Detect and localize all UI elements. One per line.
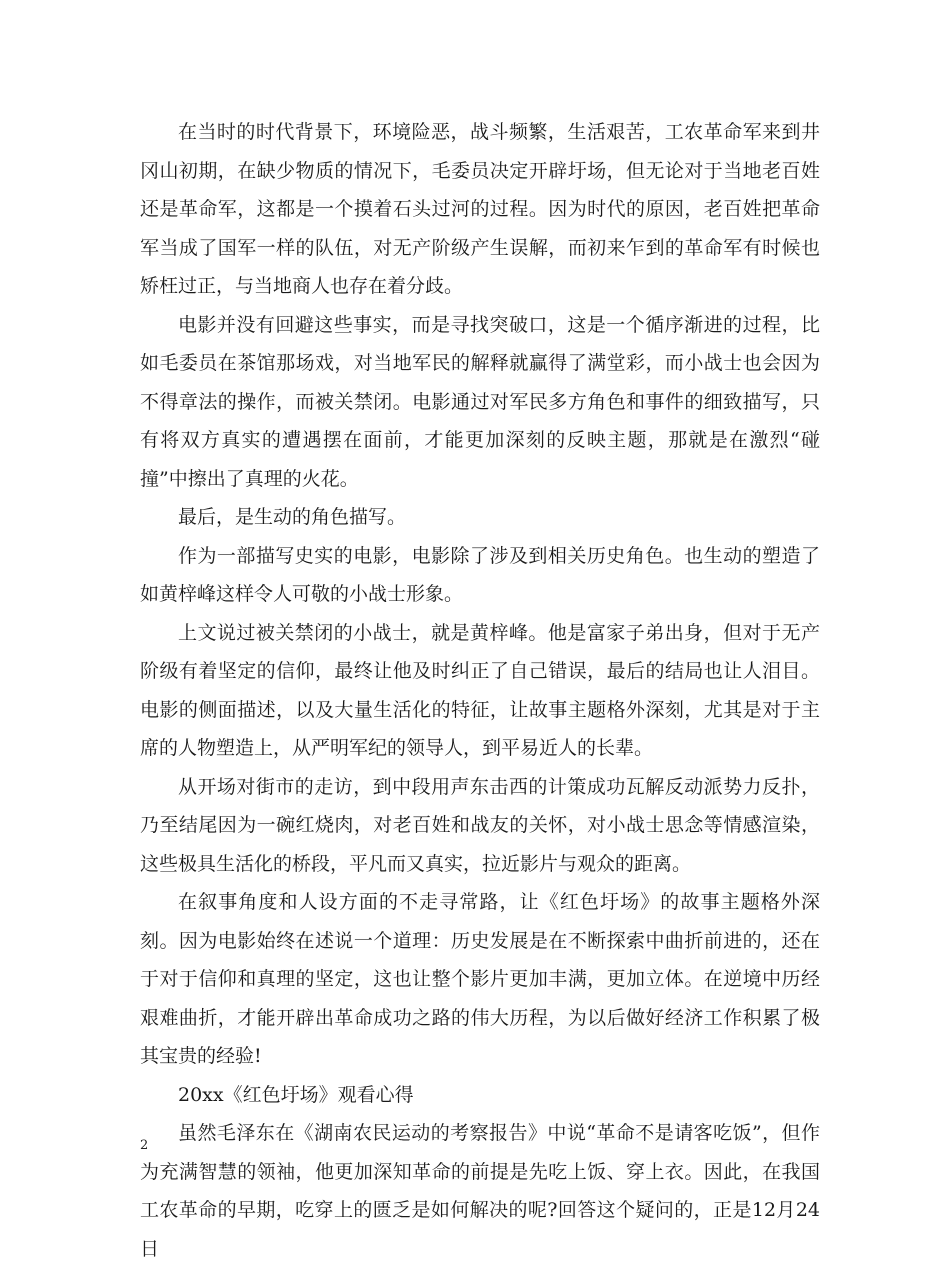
section-heading: 20xx《红色圩场》观看心得 (178, 1083, 414, 1106)
paragraph: 在当时的时代背景下，环境险恶，战斗频繁，生活艰苦，工农革命军来到井冈山初期，在缺少物质的情况下，毛委员决定开辟圩场，但无论对于当地老百姓还是革命军，这都是一个摸着石头过河的过程。因为时代的原因，老百姓把革命军当成了国军一样的队伍，对无产阶级产生误解，而初来乍到的革命军有时候也矫枉过正，与当地商人也存在着分歧。 (140, 121, 820, 297)
paragraph: 虽然毛泽东在《湖南农民运动的考察报告》中说“革命不是请客吃饭”，但作为充满智慧的领袖，他更加深知革命的前提是先吃上饭、穿上衣。因此，在我国工农革命的早期，吃穿上的匮乏是如何解决的呢?回答这个疑问的，正是12月24日 (140, 1122, 820, 1260)
paragraph: 上文说过被关禁闭的小战士，就是黄梓峰。他是富家子弟出身，但对于无产阶级有着坚定的信仰，最终让他及时纠正了自己错误，最后的结局也让人泪目。电影的侧面描述，以及大量生活化的特征，让故事主题格外深刻，尤其是对于主席的人物塑造上，从严明军纪的领导人，到平易近人的长辈。 (140, 621, 820, 759)
document-body (140, 113, 820, 1268)
page-number: 2 (140, 1138, 149, 1153)
paragraph: 在叙事角度和人设方面的不走寻常路，让《红色圩场》的故事主题格外深刻。因为电影始终在述说一个道理：历史发展是在不断探索中曲折前进的，还在于对于信仰和真理的坚定，这也让整个影片更加丰满，更加立体。在逆境中历经艰难曲折，才能开辟出革命成功之路的伟大历程，为以后做好经济工作积累了极其宝贵的经验! (140, 891, 820, 1067)
paragraph: 电影并没有回避这些事实，而是寻找突破口，这是一个循序渐进的过程，比如毛委员在茶馆那场戏，对当地军民的解释就赢得了满堂彩，而小战士也会因为不得章法的操作，而被关禁闭。电影通过对军民多方角色和事件的细致描写，只有将双方真实的遭遇摆在面前，才能更加深刻的反映主题，那就是在激烈“碰撞”中擦出了真理的火花。 (140, 313, 820, 490)
paragraph: 从开场对街市的走访，到中段用声东击西的计策成功瓦解反动派势力反扑，乃至结尾因为一碗红烧肉，对老百姓和战友的关怀，对小战士思念等情感渲染，这些极具生活化的桥段，平凡而又真实，拉近影片与观众的距离。 (140, 775, 820, 875)
paragraph: 作为一部描写史实的电影，电影除了涉及到相关历史角色。也生动的塑造了如黄梓峰这样令人可敬的小战士形象。 (140, 544, 820, 605)
paragraph: 最后，是生动的角色描写。 (178, 506, 407, 528)
